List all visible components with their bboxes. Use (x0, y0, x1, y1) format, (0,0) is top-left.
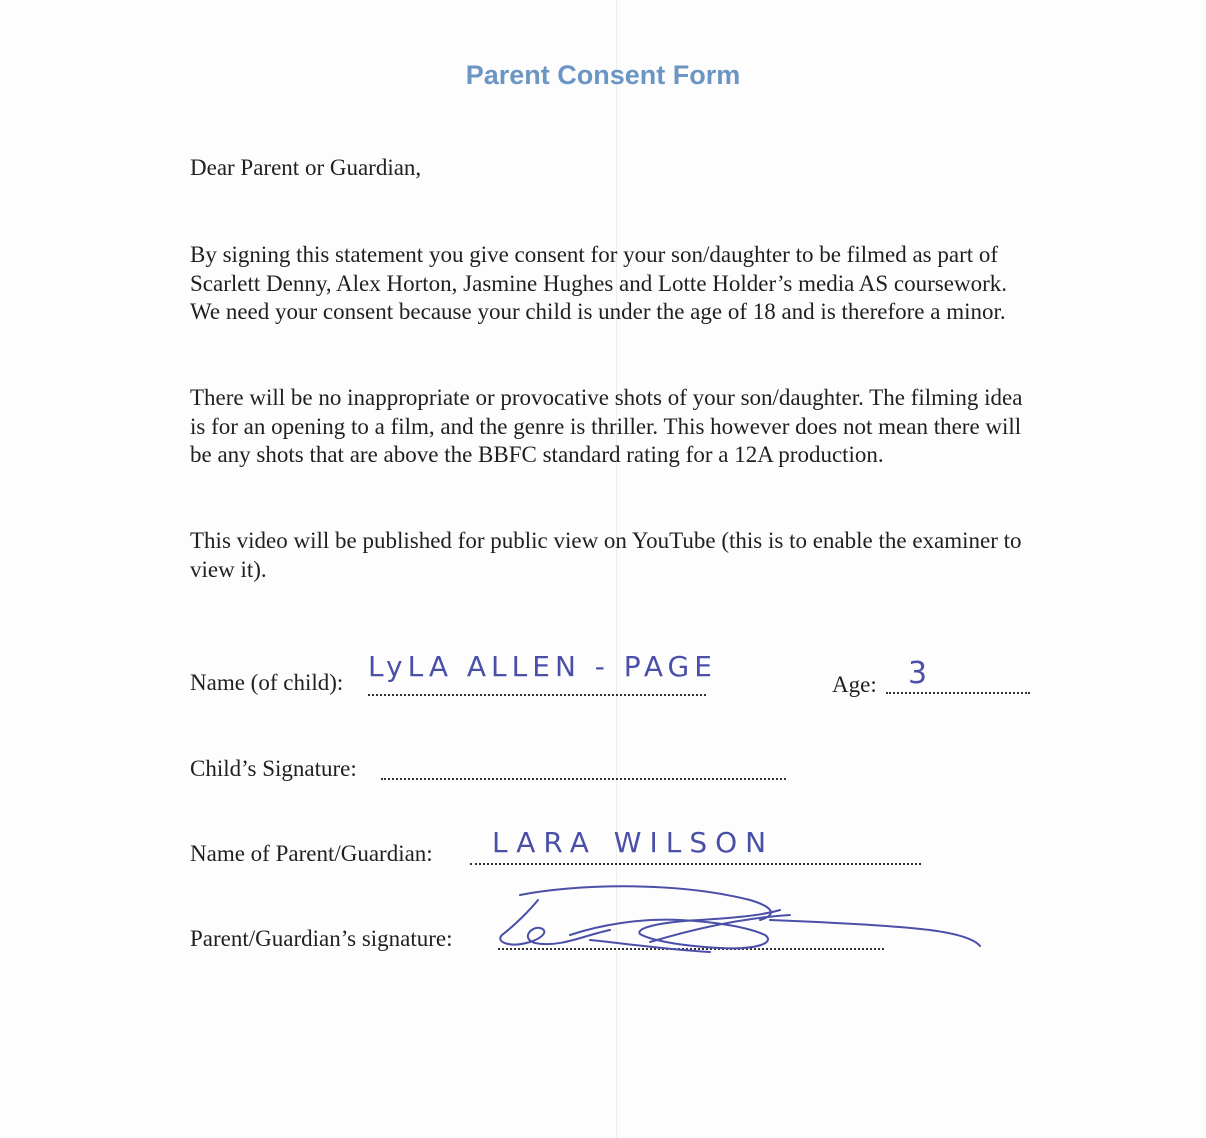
child-signature-line[interactable] (381, 778, 786, 780)
parent-signature-scribble (490, 880, 990, 970)
child-name-label: Name (of child): (190, 670, 344, 695)
publication-paragraph: This video will be published for public view on YouTube (this is to enable the examiner to view it). (190, 528, 1022, 582)
form-title: Parent Consent Form (465, 60, 741, 90)
parent-name-line[interactable] (470, 863, 921, 865)
child-name-value: LyLA ALLEN - PAGE (368, 650, 717, 683)
parent-name-value: LARA WILSON (492, 826, 775, 859)
child-name-line[interactable] (368, 694, 706, 696)
age-value: 3 (908, 656, 933, 691)
age-label: Age: (832, 672, 877, 697)
age-line[interactable] (886, 692, 1030, 694)
parent-name-label: Name of Parent/Guardian: (190, 841, 433, 866)
salutation: Dear Parent or Guardian, (190, 155, 422, 180)
child-signature-label: Child’s Signature: (190, 756, 357, 781)
consent-paragraph: By signing this statement you give consent for your son/daughter to be filmed as part of Scarlett Denny, Alex Horton, Jasmine Hughes and Lotte Holder’s media AS coursework. We need your consent because your child is under the age of 18 and is therefore a minor. (190, 242, 1007, 325)
content-paragraph: There will be no inappropriate or provocative shots of your son/daughter. The filming idea is for an opening to a film, and the genre is thriller. This however does not mean there will be any shots that are above the BBFC standard rating for a 12A production. (190, 385, 1023, 468)
parent-signature-label: Parent/Guardian’s signature: (190, 926, 453, 951)
